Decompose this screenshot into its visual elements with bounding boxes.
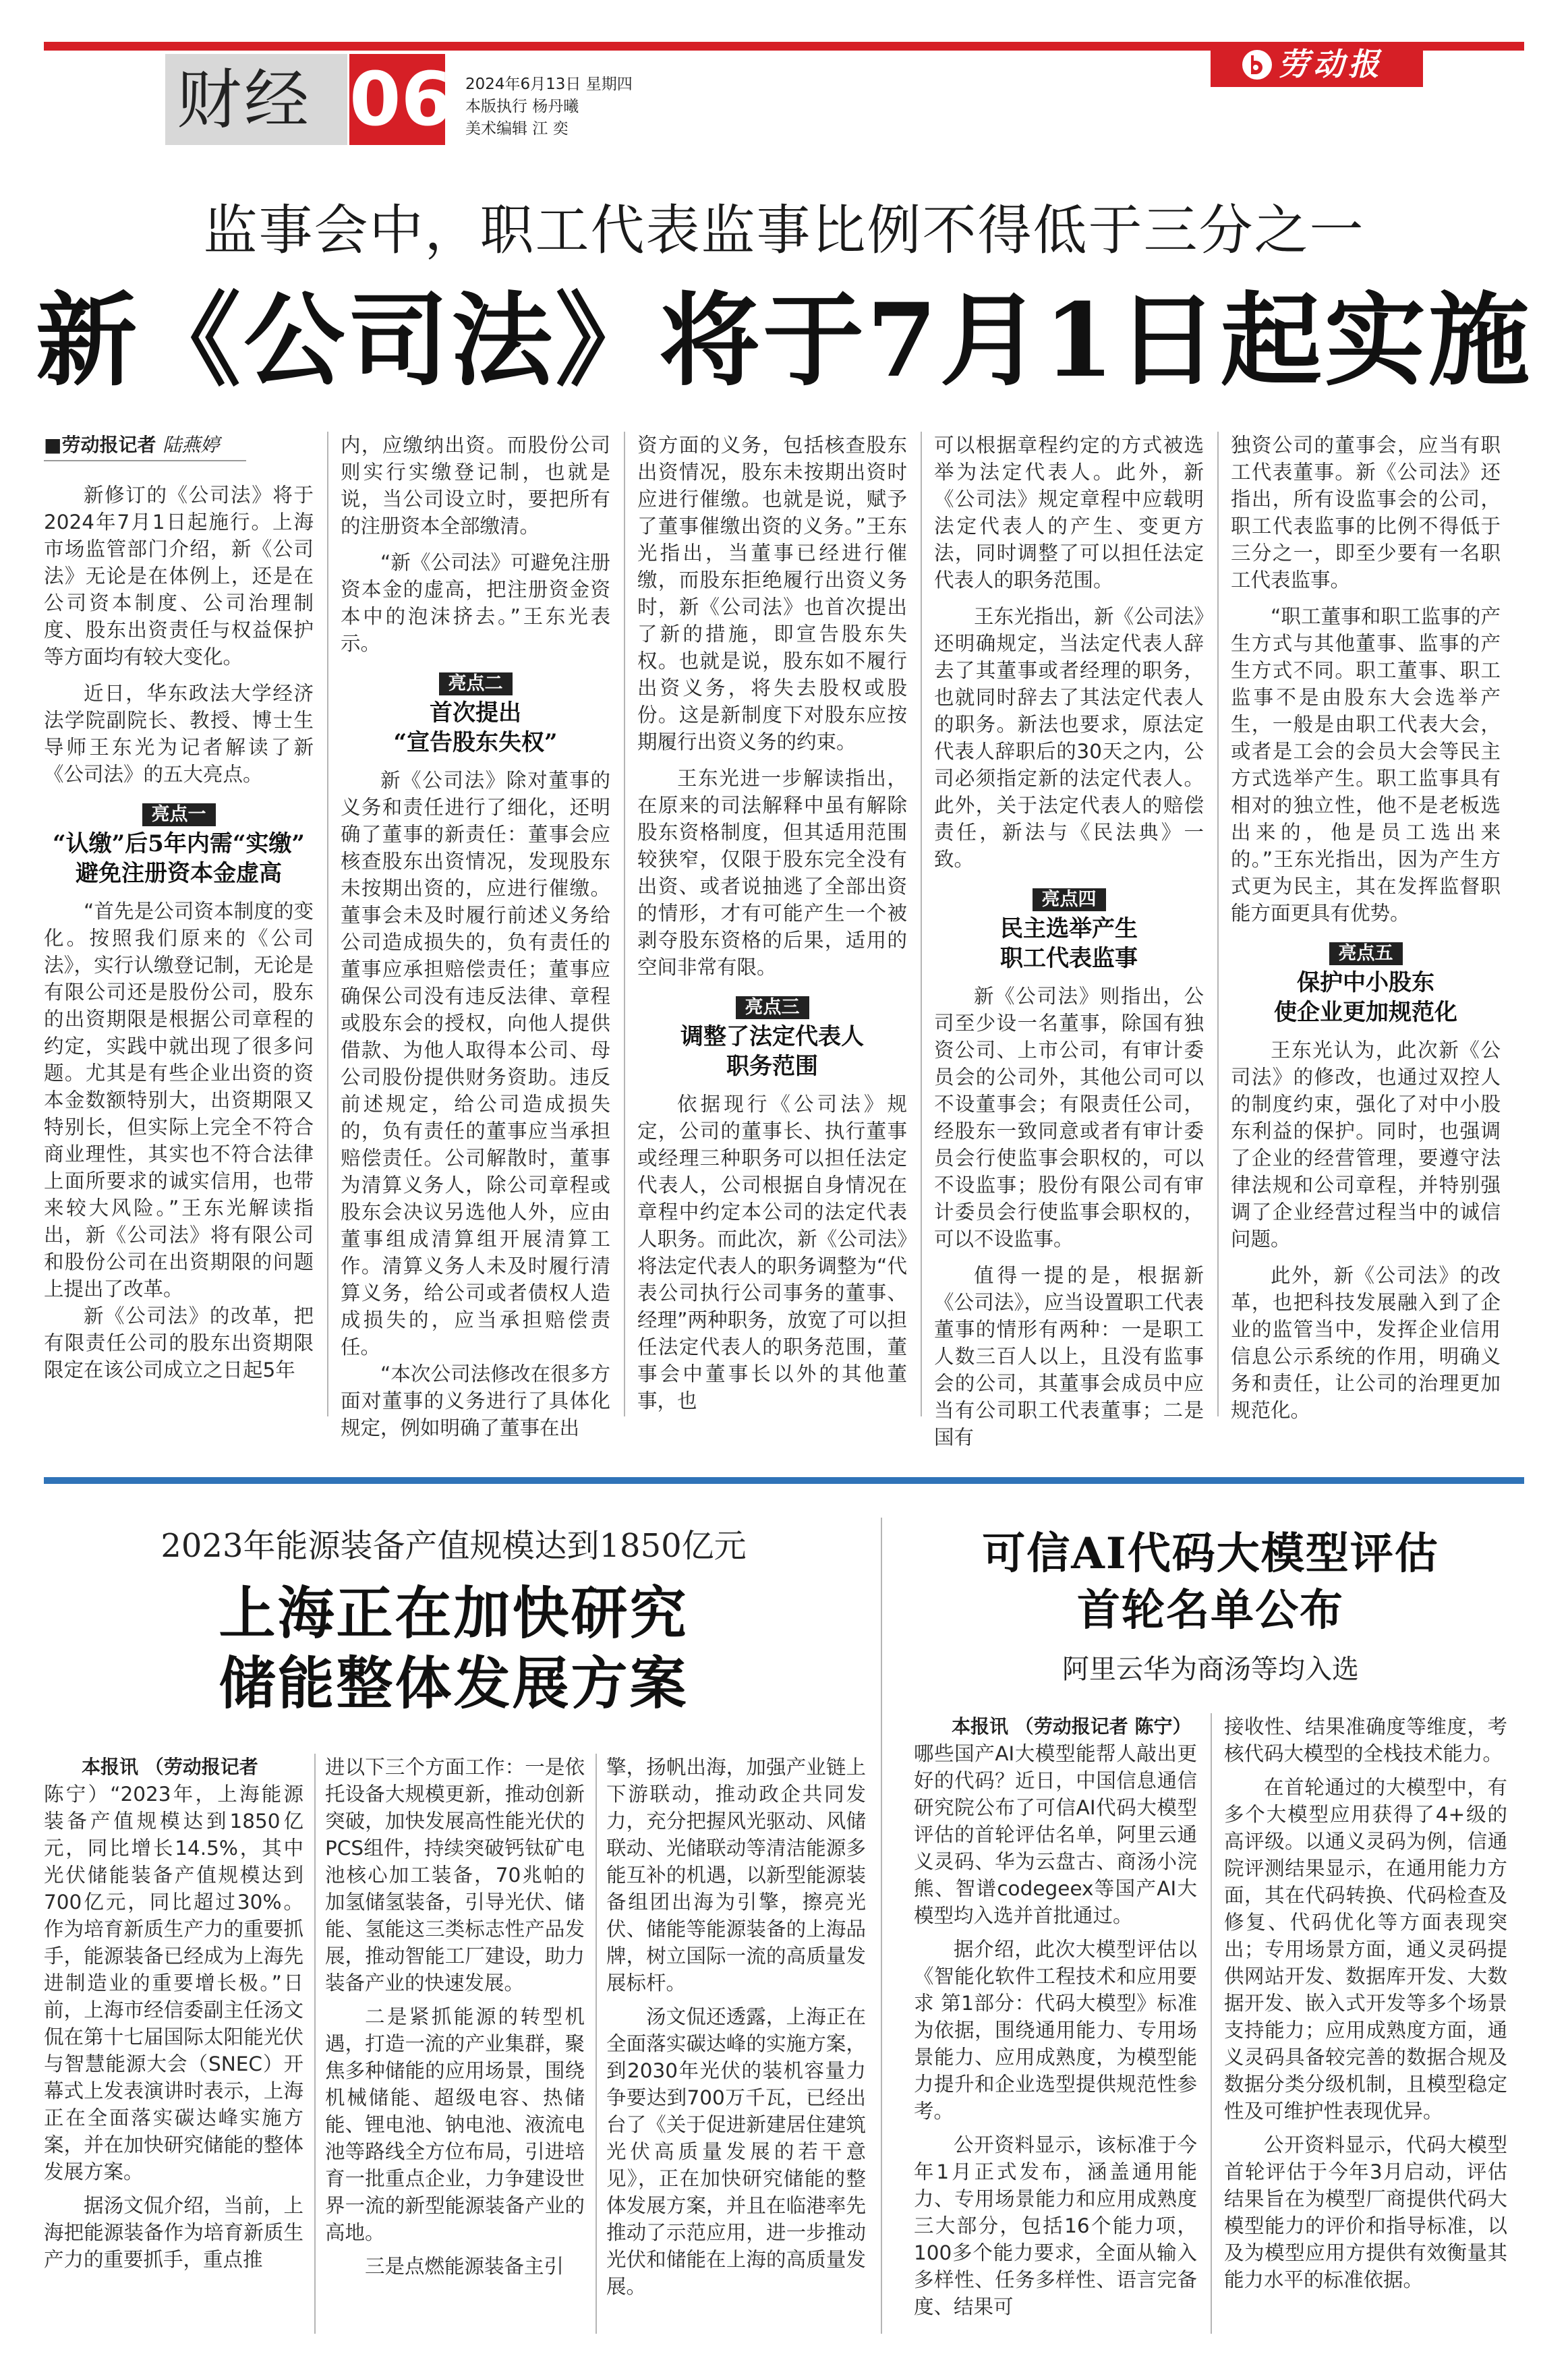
ai-byline: 本报讯 （劳动报记者 陈宁）: [952, 1715, 1192, 1737]
lead-column-4: [934, 432, 1204, 1449]
ai-column-1: [914, 1713, 1197, 2334]
paragraph: 新《公司法》的改革，把有限责任公司的股东出资期限限定在该公司成立之日起5年: [44, 1304, 314, 1381]
paragraph: “新《公司法》可避免注册资本金的虚高，把注册资金资本中的泡沫挤去。”王东光表示。: [341, 551, 610, 655]
paragraph: 新修订的《公司法》将于2024年7月1日起施行。上海市场监管部门介绍，新《公司法》无论是在体例上，还是在公司资本制度、公司治理制度、股东出资责任与权益保护等方面均有较大变化。: [44, 484, 314, 668]
highlight-1-header: [44, 800, 314, 888]
paragraph: 据介绍，此次大模型评估以《智能化软件工程技术和应用要求 第1部分：代码大模型》标准为依据，围绕通用能力、专用场景能力、应用成熟度，为模型能力提升和企业选型提供规范性参考。: [914, 1938, 1197, 2123]
ai-subtitle: 阿里云华为商汤等均入选: [1062, 1654, 1359, 1685]
issue-date: 2024年6月13日 星期四: [465, 76, 633, 93]
column-rule: [327, 432, 328, 1416]
energy-column-1: [44, 1754, 303, 2334]
highlight-heading: 首次提出 “宣告股东失权”: [393, 699, 558, 756]
paragraph: 公开资料显示，该标准于今年1月正式发布，涵盖通用能力、专用场景能力和应用成熟度三大部分，包括16个能力项，100多个能力要求，全面从输入多样性、任务多样性、语言完备度、结果可: [914, 2133, 1197, 2318]
lead-byline: ■劳动报记者 陆燕婷: [44, 434, 220, 456]
paragraph: 擎，扬帆出海，加强产业链上下游联动，推动政企共同发力，充分把握风光驱动、风储联动、光储联动等清洁能源多能互补的机遇，以新型能源装备组团出海为引擎，擦亮光伏、储能等能源装备的上海品牌，树立国际一流的高质量发展标杆。: [606, 1756, 866, 1994]
highlight-heading: 调整了法定代表人 职务范围: [680, 1023, 864, 1080]
lead-column-5: [1231, 432, 1501, 1422]
column-rule: [1217, 432, 1219, 1416]
column-rule: [624, 432, 625, 1416]
paragraph: 值得一提的是，根据新《公司法》，应当设置职工代表董事的情形有两种：一是职工人数三百人以上，且没有监事会的公司，其董事会成员中应当有公司职工代表董事；二是国有: [934, 1264, 1204, 1449]
ai-column-2: [1224, 1713, 1507, 2334]
highlight-tag: 亮点三: [736, 996, 809, 1019]
story-separator: [881, 1518, 882, 2334]
energy-column-3: [606, 1754, 866, 2334]
paragraph: 陈宁）“2023年，上海能源装备产值规模达到1850亿元，同比增长14.5%，其中光伏储能装备产值规模达到700亿元，同比超过30%。作为培育新质生产力的重要抓手，能源装备已经成为上海先进制造业的重要增长极。”日前，上海市经信委副主任汤文侃在第十七届国际太阳能光伏与智慧能源大会（SNEC）开幕式上发表演讲时表示，上海正在全面落实碳达峰实施方案，并在加快研究储能的整体发展方案。: [44, 1783, 303, 2183]
highlight-5-header: [1231, 939, 1501, 1027]
paragraph: 可以根据章程约定的方式被选举为法定代表人。此外，新《公司法》规定章程中应载明法定代表人的产生、变更方法，同时调整了可以担任法定代表人的职务范围。: [934, 434, 1204, 592]
paragraph: 资方面的义务，包括核查股东出资情况，股东未按期出资时应进行催缴。也就是说，赋予了董事催缴出资的义务。”王东光指出，当董事已经进行催缴，而股东拒绝履行出资义务时，新《公司法》也首次提出了新的措施，即宣告股东失权。也就是说，股东如不履行出资义务，将失去股权或股份。这是新制度下对股东应按期履行出资义务的约束。: [637, 434, 907, 753]
paragraph: “首先是公司资本制度的变化。按照我们原来的《公司法》，实行认缴登记制，无论是有限公司还是股份公司，股东的出资期限是根据公司章程的约定，实践中就出现了很多问题。尤其是有些企业出资的资本金数额特别大，出资期限又特别长，但实际上完全不符合商业理性，其实也不符合法律上面所要求的诚实信用，也带来较大风险。”王东光解读指出，新《公司法》将有限公司和股份公司在出资期限的问题上提出了改革。: [44, 900, 314, 1300]
energy-subtitle: 2023年能源装备产值规模达到1850亿元: [161, 1527, 747, 1565]
paragraph: 王东光认为，此次新《公司法》的修改，也通过双控人的制度约束，强化了对中小股东利益的保护。同时，也强调了企业的经营管理，要遵守法律法规和公司章程，并特别强调了企业经营过程当中的诚信问题。: [1231, 1039, 1501, 1251]
ai-title: 可信AI代码大模型评估 首轮名单公布: [982, 1528, 1439, 1636]
highlight-heading: 民主选举产生 职工代表监事: [1000, 915, 1138, 972]
column-rule: [596, 1754, 597, 2334]
paragraph: 新《公司法》则指出，公司至少设一名董事，除国有独资公司、上市公司，有审计委员会的公司外，其他公司可以不设董事会；有限责任公司，经股东一致同意或者有审计委员会行使监事会职权的，可以不设监事；股份有限公司有审计委员会行使监事会职权的，可以不设监事。: [934, 985, 1204, 1251]
highlight-tag: 亮点五: [1329, 942, 1403, 965]
lead-column-2: [341, 432, 610, 1439]
lead-column-1: [44, 432, 314, 1416]
paragraph: 王东光指出，新《公司法》还明确规定，当法定代表人辞去了其董事或者经理的职务，也就同时辞去了其法定代表人的职务。新法也要求，原法定代表人辞职后的30天之内，公司必须指定新的法定代表人。此外，关于法定代表人的赔偿责任，新法与《民法典》一致。: [934, 605, 1204, 871]
highlight-heading: 保护中小股东 使企业更加规范化: [1274, 969, 1457, 1026]
paragraph: 近日，华东政法大学经济法学院副院长、教授、博士生导师王东光为记者解读了新《公司法》的五大亮点。: [44, 682, 314, 786]
logo-wordmark: 劳动报: [1278, 46, 1383, 82]
highlight-2-header: [341, 669, 610, 757]
column-rule: [314, 1754, 316, 2334]
paragraph: 汤文侃还透露，上海正在全面落实碳达峰的实施方案，到2030年光伏的装机容量力争要达到700万千瓦，已经出台了《关于促进新建居住建筑光伏高质量发展的若干意见》，正在加快研究储能的整体发展方案，并且在临港率先推动了示范应用，进一步推动光伏和储能在上海的高质量发展。: [606, 2005, 866, 2298]
byline-underline: [44, 460, 246, 461]
paragraph: 三是点燃能源装备主引: [365, 2255, 564, 2278]
lead-column-3: [637, 432, 907, 1416]
highlight-tag: 亮点四: [1033, 888, 1106, 911]
section-name: 财经: [177, 62, 312, 138]
paragraph: 哪些国产AI大模型能帮人敲出更好的代码？近日，中国信息通信研究院公布了可信AI代码大模型评估的首轮评估名单，阿里云通义灵码、华为云盘古、商汤小浣熊、智谱codegeex等国产AI大模型均入选并首批通过。: [914, 1742, 1197, 1927]
energy-title: 上海正在加快研究 储能整体发展方案: [219, 1580, 689, 1717]
page-editor: 本版执行 杨丹曦: [465, 98, 579, 115]
highlight-3-header: [637, 993, 907, 1081]
highlight-4-header: [934, 885, 1204, 973]
column-rule: [921, 432, 922, 1416]
paragraph: 二是紧抓能源的转型机遇，打造一流的产业集群，聚焦多种储能的应用场景，围绕机械储能、超级电容、热储能、锂电池、钠电池、液流电池等路线全方位布局，引进培育一批重点企业，力争建设世界一流的新型能源装备产业的高地。: [325, 2005, 585, 2244]
paragraph: 独资公司的董事会，应当有职工代表董事。新《公司法》还指出，所有设监事会的公司，职工代表监事的比例不得低于三分之一，即至少要有一名职工代表监事。: [1231, 434, 1501, 592]
logo-emblem-icon: [1240, 47, 1275, 82]
lead-subtitle: 监事会中，职工代表监事比例不得低于三分之一: [203, 199, 1365, 262]
page-number: 06: [349, 54, 445, 145]
paragraph: “职工董事和职工监事的产生方式与其他董事、监事的产生方式不同。职工董事、职工监事不是由股东大会选举产生，一般是由职工代表大会，或者是工会的会员大会等民主方式选举产生。职工监事具有相对的独立性，他不是老板选出来的，他是员工选出来的。”王东光指出，因为产生方式更为民主，其在发挥监督职能方面更具有优势。: [1231, 605, 1501, 925]
lead-title: 新《公司法》将于7月1日起实施: [36, 281, 1532, 400]
highlight-heading: “认缴”后5年内需“实缴” 避免注册资本金虚高: [53, 830, 305, 887]
paragraph: 在首轮通过的大模型中，有多个大模型应用获得了4+级的高评级。以通义灵码为例，信通院评测结果显示，在通用能力方面，其在代码转换、代码检查及修复、代码优化等方面表现突出；专用场景方面，通义灵码提供网站开发、数据库开发、大数据开发、嵌入式开发等多个场景支持能力；应用成熟度方面，通义灵码具备较完善的数据合规及数据分类分级机制，且模型稳定性及可维护性表现优异。: [1224, 1776, 1507, 2123]
paragraph: 公开资料显示，代码大模型首轮评估于今年3月启动，评估结果旨在为模型厂商提供代码大模型能力的评价和指导标准，以及为模型应用方提供有效衡量其能力水平的标准依据。: [1224, 2133, 1507, 2291]
energy-column-2: [325, 1754, 585, 2334]
paragraph: 此外，新《公司法》的改革，也把科技发展融入到了企业的监管当中，发挥企业信用信息公示系统的作用，明确义务和责任，让公司的治理更加规范化。: [1231, 1264, 1501, 1422]
paragraph: 内，应缴纳出资。而股份公司则实行实缴登记制，也就是说，当公司设立时，要把所有的注册资本全部缴清。: [341, 434, 610, 538]
paragraph: 据汤文侃介绍，当前，上海把能源装备作为培育新质生产力的重要抓手，重点推: [44, 2194, 303, 2271]
energy-byline: 本报讯 （劳动报记者: [82, 1756, 258, 1778]
paragraph: 新《公司法》除对董事的义务和责任进行了细化，还明确了董事的新责任：董事会应核查股东出资情况，发现股东未按期出资的，应进行催缴。董事会未及时履行前述义务给公司造成损失的，负有责任的董事应承担赔偿责任；董事应确保公司没有违反法律、章程或股东会的授权，向他人提供借款、为他人取得本公司、母公司股份提供财务资助。违反前述规定，给公司造成损失的，负有责任的董事应当承担赔偿责任。公司解散时，董事为清算义务人，除公司章程或股东会决议另选他人外，应由董事组成清算组开展清算工作。清算义务人未及时履行清算义务，给公司或者债权人造成损失的，应当承担赔偿责任。: [341, 769, 610, 1358]
paragraph: 依据现行《公司法》规定，公司的董事长、执行董事或经理三种职务可以担任法定代表人，公司根据自身情况在章程中约定本公司的法定代表人职务。而此次，新《公司法》将法定代表人的职务调整为“代表公司执行公司事务的董事、经理”两种职务，放宽了可以担任法定代表人的职务范围，董事会中董事长以外的其他董事，也: [637, 1093, 907, 1412]
section-divider: [44, 1477, 1524, 1484]
art-editor: 美术编辑 江 奕: [465, 120, 569, 138]
highlight-tag: 亮点二: [439, 672, 513, 695]
column-rule: [1211, 1713, 1212, 2334]
highlight-tag: 亮点一: [142, 803, 216, 826]
paragraph: 进以下三个方面工作：一是依托设备大规模更新，推动创新突破，加快发展高性能光伏的PCS组件，持续突破钙钛矿电池核心加工装备，70兆帕的加氢储氢装备，引导光伏、储能、氢能这三类标志性产品发展，推动智能工厂建设，助力装备产业的快速发展。: [325, 1756, 585, 1994]
paragraph: “本次公司法修改在很多方面对董事的义务进行了具体化规定，例如明确了董事在出: [341, 1362, 610, 1439]
paragraph: 接收性、结果准确度等维度，考核代码大模型的全栈技术能力。: [1224, 1715, 1507, 1765]
paragraph: 王东光进一步解读指出，在原来的司法解释中虽有解除股东资格制度，但其适用范围较狭窄，仅限于股东完全没有出资、或者说抽逃了全部出资的情形，才有可能产生一个被剥夺股东资格的后果，适用的空间非常有限。: [637, 767, 907, 979]
